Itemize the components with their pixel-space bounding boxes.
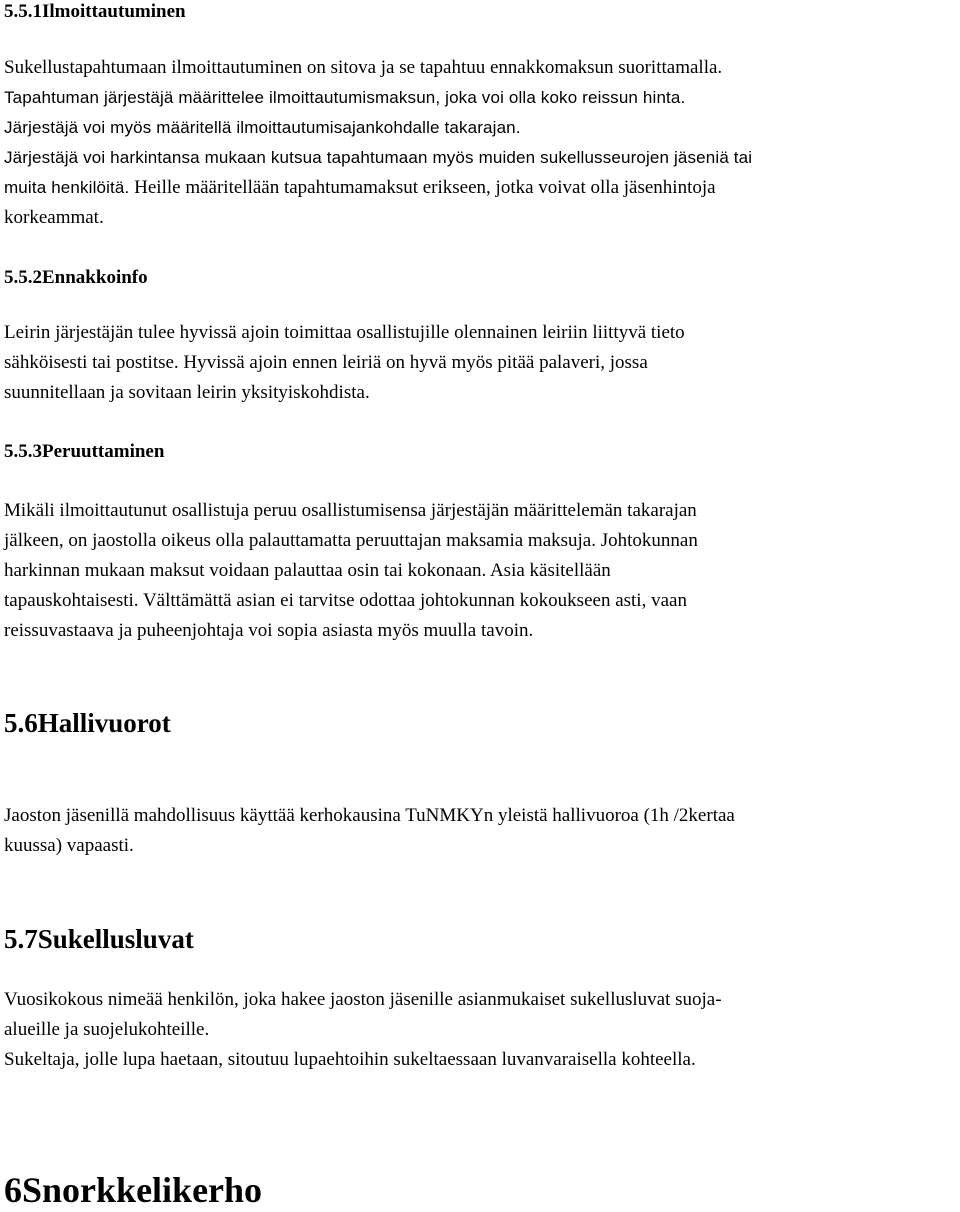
text-line: Sukellustapahtumaan ilmoittautuminen on sitova ja se tapahtuu ennakkomaksun suorittamalla. xyxy=(4,57,723,78)
paragraph-peruuttaminen xyxy=(4,496,956,646)
text-line: Leirin järjestäjän tulee hyvissä ajoin toimittaa osallistujille olennainen leiriin liittyvä tieto xyxy=(4,322,685,343)
text-fragment: muita henkilöitä. xyxy=(4,178,130,197)
text-line: suunnitellaan ja sovitaan leirin yksityiskohdista. xyxy=(4,382,370,403)
heading-5-7: 5.7Sukellusluvat xyxy=(4,924,194,954)
paragraph-ilmoittautuminen xyxy=(4,53,956,233)
heading-6: 6Snorkkelikerho xyxy=(4,1170,263,1210)
heading-5-5-1: 5.5.1Ilmoittautuminen xyxy=(4,1,186,22)
heading-5-6: 5.6Hallivuorot xyxy=(4,708,171,738)
heading-5-5-3: 5.5.3Peruuttaminen xyxy=(4,441,165,462)
text-line: tapauskohtaisesti. Välttämättä asian ei tarvitse odottaa johtokunnan kokoukseen asti, vaan xyxy=(4,590,687,611)
text-line: Sukeltaja, jolle lupa haetaan, sitoutuu lupaehtoihin sukeltaessaan luvanvaraisella kohteella. xyxy=(4,1049,696,1070)
text-line: Vuosikokous nimeää henkilön, joka hakee jaoston jäsenille asianmukaiset sukellusluvat suoja- xyxy=(4,989,722,1010)
text-line: sähköisesti tai postitse. Hyvissä ajoin ennen leiriä on hyvä myös pitää palaveri, jossa xyxy=(4,352,648,373)
paragraph-ennakkoinfo xyxy=(4,318,956,408)
text-line: Tapahtuman järjestäjä määrittelee ilmoittautumismaksun, joka voi olla koko reissun hinta. xyxy=(4,88,686,107)
text-line xyxy=(4,173,956,203)
text-line: Järjestäjä voi myös määritellä ilmoittautumisajankohdalle takarajan. xyxy=(4,118,521,137)
text-line: kuussa) vapaasti. xyxy=(4,835,134,856)
text-line: Järjestäjä voi harkintansa mukaan kutsua tapahtumaan myös muiden sukellusseurojen jäseniä tai xyxy=(4,148,753,167)
text-line: alueille ja suojelukohteille. xyxy=(4,1019,210,1040)
text-line: Mikäli ilmoittautunut osallistuja peruu osallistumisensa järjestäjän määrittelemän takarajan xyxy=(4,500,697,521)
paragraph-hallivuorot xyxy=(4,801,956,861)
text-fragment: Heille määritellään tapahtumamaksut erikseen, jotka voivat olla jäsenhintoja xyxy=(134,177,716,198)
text-line: Jaoston jäsenillä mahdollisuus käyttää kerhokausina TuNMKYn yleistä hallivuoroa (1h /2kertaa xyxy=(4,805,735,826)
paragraph-sukellusluvat xyxy=(4,985,956,1075)
text-line: korkeammat. xyxy=(4,207,104,228)
heading-5-5-2: 5.5.2Ennakkoinfo xyxy=(4,267,148,288)
text-line: harkinnan mukaan maksut voidaan palauttaa osin tai kokonaan. Asia käsitellään xyxy=(4,560,611,581)
text-line: jälkeen, on jaostolla oikeus olla palauttamatta peruuttajan maksamia maksuja. Johtokunnan xyxy=(4,530,698,551)
text-line: reissuvastaava ja puheenjohtaja voi sopia asiasta myös muulla tavoin. xyxy=(4,620,534,641)
